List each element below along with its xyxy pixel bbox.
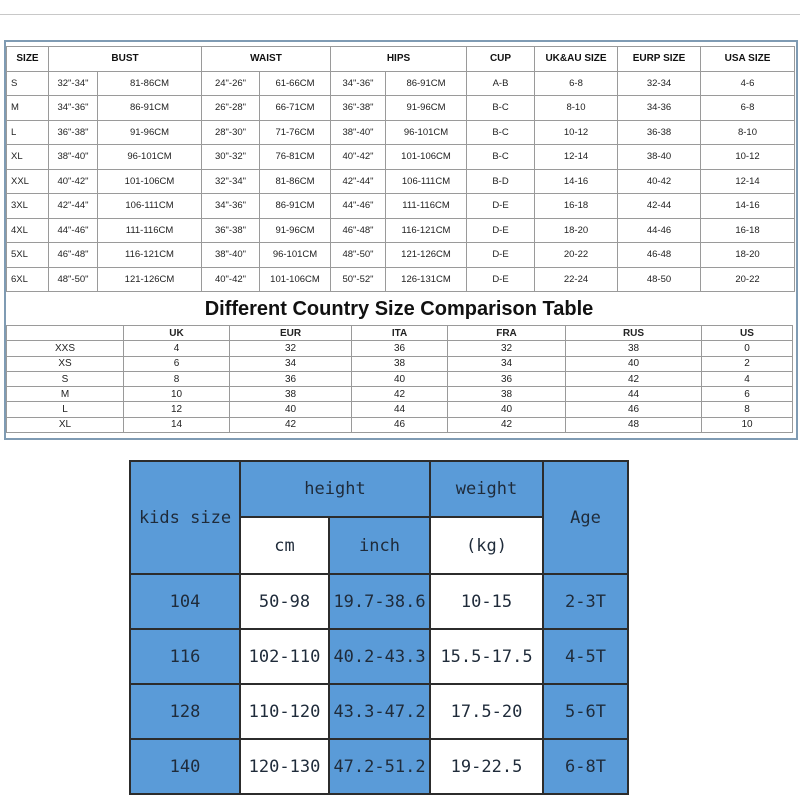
kids-cell-height-inch: 47.2-51.2 [329, 739, 430, 794]
comparison-cell-eur: 36 [230, 371, 352, 386]
comparison-cell-eur: 34 [230, 356, 352, 371]
size-table-row [7, 71, 795, 96]
header-usa-size: USA SIZE [701, 47, 795, 72]
size-cell-cup: B-C [467, 120, 535, 145]
comparison-cell-ita: 40 [352, 371, 448, 386]
kids-cell-weight-kg: 15.5-17.5 [430, 629, 543, 684]
size-cell-bust-in: 38"-40" [49, 145, 98, 170]
header-cup: CUP [467, 47, 535, 72]
comparison-cell-fra: 34 [448, 356, 566, 371]
size-cell-ukau: 6-8 [535, 71, 618, 96]
top-divider [0, 14, 800, 15]
size-cell-waist-cm: 71-76CM [260, 120, 331, 145]
comparison-cell-size: M [7, 387, 124, 402]
size-cell-eurp: 44-46 [618, 218, 701, 243]
size-cell-cup: B-C [467, 96, 535, 121]
size-cell-cup: A-B [467, 71, 535, 96]
comparison-cell-size: XXS [7, 341, 124, 356]
size-cell-size: 3XL [7, 194, 49, 219]
size-cell-hips-cm: 106-111CM [386, 169, 467, 194]
size-cell-ukau: 22-24 [535, 267, 618, 292]
comparison-cell-rus: 40 [566, 356, 702, 371]
comparison-row [7, 402, 793, 417]
size-table-row [7, 243, 795, 268]
size-cell-cup: D-E [467, 218, 535, 243]
comparison-cell-fra: 38 [448, 387, 566, 402]
kids-cell-weight-kg: 10-15 [430, 574, 543, 629]
size-cell-bust-cm: 106-111CM [98, 194, 202, 219]
size-cell-waist-in: 36"-38" [202, 218, 260, 243]
size-cell-hips-in: 42"-44" [331, 169, 386, 194]
comparison-header-blank [7, 326, 124, 341]
size-cell-bust-in: 32"-34" [49, 71, 98, 96]
size-cell-waist-in: 28"-30" [202, 120, 260, 145]
kids-row [130, 574, 628, 629]
comparison-header-fra: FRA [448, 326, 566, 341]
comparison-cell-eur: 42 [230, 417, 352, 432]
comparison-cell-fra: 36 [448, 371, 566, 386]
size-cell-bust-in: 46"-48" [49, 243, 98, 268]
size-table-row [7, 218, 795, 243]
size-cell-usa: 16-18 [701, 218, 795, 243]
size-cell-usa: 6-8 [701, 96, 795, 121]
size-cell-ukau: 14-16 [535, 169, 618, 194]
size-cell-usa: 12-14 [701, 169, 795, 194]
size-cell-bust-in: 34"-36" [49, 96, 98, 121]
size-cell-hips-in: 44"-46" [331, 194, 386, 219]
comparison-header-uk: UK [124, 326, 230, 341]
comparison-cell-size: XL [7, 417, 124, 432]
size-table-row [7, 145, 795, 170]
size-cell-hips-cm: 91-96CM [386, 96, 467, 121]
size-cell-waist-cm: 96-101CM [260, 243, 331, 268]
comparison-cell-rus: 42 [566, 371, 702, 386]
size-cell-bust-cm: 111-116CM [98, 218, 202, 243]
size-cell-size: L [7, 120, 49, 145]
size-table-row [7, 96, 795, 121]
size-cell-cup: D-E [467, 243, 535, 268]
size-cell-size: XL [7, 145, 49, 170]
weight-header: weight [430, 461, 543, 517]
comparison-cell-fra: 32 [448, 341, 566, 356]
size-cell-bust-in: 40"-42" [49, 169, 98, 194]
comparison-cell-size: XS [7, 356, 124, 371]
kids-cell-height-inch: 40.2-43.3 [329, 629, 430, 684]
size-cell-eurp: 48-50 [618, 267, 701, 292]
comparison-cell-rus: 46 [566, 402, 702, 417]
size-cell-waist-in: 32"-34" [202, 169, 260, 194]
size-cell-hips-cm: 86-91CM [386, 71, 467, 96]
size-cell-ukau: 12-14 [535, 145, 618, 170]
size-cell-usa: 14-16 [701, 194, 795, 219]
kids-cell-age: 2-3T [543, 574, 628, 629]
comparison-cell-us: 4 [702, 371, 793, 386]
size-cell-cup: D-E [467, 194, 535, 219]
kids-row [130, 739, 628, 794]
size-cell-cup: D-E [467, 267, 535, 292]
kids-cell-height-cm: 50-98 [240, 574, 329, 629]
kids-cell-height-inch: 19.7-38.6 [329, 574, 430, 629]
size-cell-hips-in: 50"-52" [331, 267, 386, 292]
height-header: height [240, 461, 430, 517]
size-cell-hips-cm: 111-116CM [386, 194, 467, 219]
size-cell-hips-in: 38"-40" [331, 120, 386, 145]
size-cell-eurp: 34-36 [618, 96, 701, 121]
size-cell-size: M [7, 96, 49, 121]
kids-cell-height-cm: 102-110 [240, 629, 329, 684]
kids-cell-weight-kg: 17.5-20 [430, 684, 543, 739]
size-cell-waist-in: 26"-28" [202, 96, 260, 121]
size-cell-waist-cm: 66-71CM [260, 96, 331, 121]
comparison-cell-us: 10 [702, 417, 793, 432]
size-cell-hips-in: 40"-42" [331, 145, 386, 170]
size-cell-bust-cm: 86-91CM [98, 96, 202, 121]
comparison-header-rus: RUS [566, 326, 702, 341]
kids-cell-age: 5-6T [543, 684, 628, 739]
comparison-header-eur: EUR [230, 326, 352, 341]
size-cell-ukau: 18-20 [535, 218, 618, 243]
size-cell-bust-in: 44"-46" [49, 218, 98, 243]
size-cell-size: 5XL [7, 243, 49, 268]
comparison-cell-eur: 32 [230, 341, 352, 356]
size-cell-eurp: 32-34 [618, 71, 701, 96]
kids-row [130, 629, 628, 684]
size-cell-size: XXL [7, 169, 49, 194]
header-hips: HIPS [331, 47, 467, 72]
size-cell-waist-cm: 61-66CM [260, 71, 331, 96]
kids-cell-age: 6-8T [543, 739, 628, 794]
size-cell-cup: B-D [467, 169, 535, 194]
comparison-cell-ita: 38 [352, 356, 448, 371]
comparison-cell-uk: 10 [124, 387, 230, 402]
comparison-row [7, 417, 793, 432]
size-cell-usa: 18-20 [701, 243, 795, 268]
header-ukau-size: UK&AU SIZE [535, 47, 618, 72]
size-cell-waist-in: 40"-42" [202, 267, 260, 292]
comparison-table-title: Different Country Size Comparison Table [204, 298, 594, 320]
size-cell-waist-cm: 86-91CM [260, 194, 331, 219]
comparison-header-us: US [702, 326, 793, 341]
size-cell-hips-cm: 121-126CM [386, 243, 467, 268]
size-cell-cup: B-C [467, 145, 535, 170]
size-cell-hips-cm: 116-121CM [386, 218, 467, 243]
size-cell-waist-in: 30"-32" [202, 145, 260, 170]
comparison-cell-fra: 42 [448, 417, 566, 432]
size-cell-usa: 20-22 [701, 267, 795, 292]
comparison-cell-size: L [7, 402, 124, 417]
size-cell-bust-in: 36"-38" [49, 120, 98, 145]
comparison-cell-fra: 40 [448, 402, 566, 417]
size-cell-waist-in: 38"-40" [202, 243, 260, 268]
comparison-cell-uk: 14 [124, 417, 230, 432]
size-cell-ukau: 16-18 [535, 194, 618, 219]
size-cell-ukau: 10-12 [535, 120, 618, 145]
size-cell-bust-cm: 81-86CM [98, 71, 202, 96]
comparison-cell-rus: 38 [566, 341, 702, 356]
size-cell-hips-in: 48"-50" [331, 243, 386, 268]
kids-cell-height-inch: 43.3-47.2 [329, 684, 430, 739]
size-cell-ukau: 20-22 [535, 243, 618, 268]
size-cell-ukau: 8-10 [535, 96, 618, 121]
kids-cell-kids-size: 116 [130, 629, 240, 684]
comparison-cell-uk: 6 [124, 356, 230, 371]
comparison-cell-ita: 36 [352, 341, 448, 356]
comparison-cell-rus: 44 [566, 387, 702, 402]
size-cell-size: S [7, 71, 49, 96]
kids-size-table [129, 460, 629, 795]
size-cell-waist-in: 34"-36" [202, 194, 260, 219]
inch-header: inch [329, 517, 430, 574]
size-cell-usa: 10-12 [701, 145, 795, 170]
comparison-cell-eur: 40 [230, 402, 352, 417]
comparison-row [7, 341, 793, 356]
kids-header-row-1 [130, 461, 628, 517]
size-cell-waist-cm: 76-81CM [260, 145, 331, 170]
size-cell-bust-cm: 121-126CM [98, 267, 202, 292]
kids-cell-height-cm: 110-120 [240, 684, 329, 739]
cm-header: cm [240, 517, 329, 574]
size-cell-eurp: 36-38 [618, 120, 701, 145]
size-table-row [7, 194, 795, 219]
size-cell-usa: 8-10 [701, 120, 795, 145]
comparison-header-ita: ITA [352, 326, 448, 341]
kg-header: (kg) [430, 517, 543, 574]
kids-cell-kids-size: 128 [130, 684, 240, 739]
header-waist: WAIST [202, 47, 331, 72]
comparison-row [7, 356, 793, 371]
header-size: SIZE [7, 47, 49, 72]
size-cell-waist-in: 24"-26" [202, 71, 260, 96]
size-cell-hips-cm: 96-101CM [386, 120, 467, 145]
size-cell-hips-in: 36"-38" [331, 96, 386, 121]
comparison-cell-us: 6 [702, 387, 793, 402]
size-cell-usa: 4-6 [701, 71, 795, 96]
kids-row [130, 684, 628, 739]
size-cell-eurp: 42-44 [618, 194, 701, 219]
kids-cell-height-cm: 120-130 [240, 739, 329, 794]
comparison-cell-us: 0 [702, 341, 793, 356]
size-cell-eurp: 46-48 [618, 243, 701, 268]
comparison-cell-uk: 12 [124, 402, 230, 417]
age-header: Age [543, 461, 628, 574]
size-cell-bust-cm: 116-121CM [98, 243, 202, 268]
size-cell-eurp: 40-42 [618, 169, 701, 194]
size-cell-bust-in: 48"-50" [49, 267, 98, 292]
comparison-cell-uk: 8 [124, 371, 230, 386]
size-cell-size: 6XL [7, 267, 49, 292]
size-cell-bust-cm: 96-101CM [98, 145, 202, 170]
size-table-row [7, 120, 795, 145]
comparison-cell-eur: 38 [230, 387, 352, 402]
size-table-row [7, 267, 795, 292]
comparison-header-row [7, 326, 793, 341]
size-cell-bust-cm: 91-96CM [98, 120, 202, 145]
size-cell-hips-cm: 101-106CM [386, 145, 467, 170]
kids-size-header: kids size [130, 461, 240, 574]
size-cell-hips-in: 46"-48" [331, 218, 386, 243]
country-comparison-table [6, 325, 793, 433]
comparison-cell-ita: 44 [352, 402, 448, 417]
comparison-cell-us: 2 [702, 356, 793, 371]
kids-cell-age: 4-5T [543, 629, 628, 684]
size-cell-size: 4XL [7, 218, 49, 243]
size-cell-hips-cm: 126-131CM [386, 267, 467, 292]
size-cell-waist-cm: 91-96CM [260, 218, 331, 243]
comparison-cell-uk: 4 [124, 341, 230, 356]
size-cell-waist-cm: 81-86CM [260, 169, 331, 194]
comparison-cell-rus: 48 [566, 417, 702, 432]
comparison-row [7, 387, 793, 402]
comparison-cell-ita: 46 [352, 417, 448, 432]
kids-cell-kids-size: 104 [130, 574, 240, 629]
adult-size-table [6, 46, 795, 292]
header-eurp-size: EURP SIZE [618, 47, 701, 72]
size-table-row [7, 169, 795, 194]
kids-cell-weight-kg: 19-22.5 [430, 739, 543, 794]
size-cell-waist-cm: 101-106CM [260, 267, 331, 292]
comparison-cell-ita: 42 [352, 387, 448, 402]
comparison-cell-us: 8 [702, 402, 793, 417]
size-cell-eurp: 38-40 [618, 145, 701, 170]
header-bust: BUST [49, 47, 202, 72]
comparison-row [7, 371, 793, 386]
size-table-header-row [7, 47, 795, 72]
size-cell-hips-in: 34"-36" [331, 71, 386, 96]
kids-cell-kids-size: 140 [130, 739, 240, 794]
size-cell-bust-cm: 101-106CM [98, 169, 202, 194]
comparison-cell-size: S [7, 371, 124, 386]
size-cell-bust-in: 42"-44" [49, 194, 98, 219]
